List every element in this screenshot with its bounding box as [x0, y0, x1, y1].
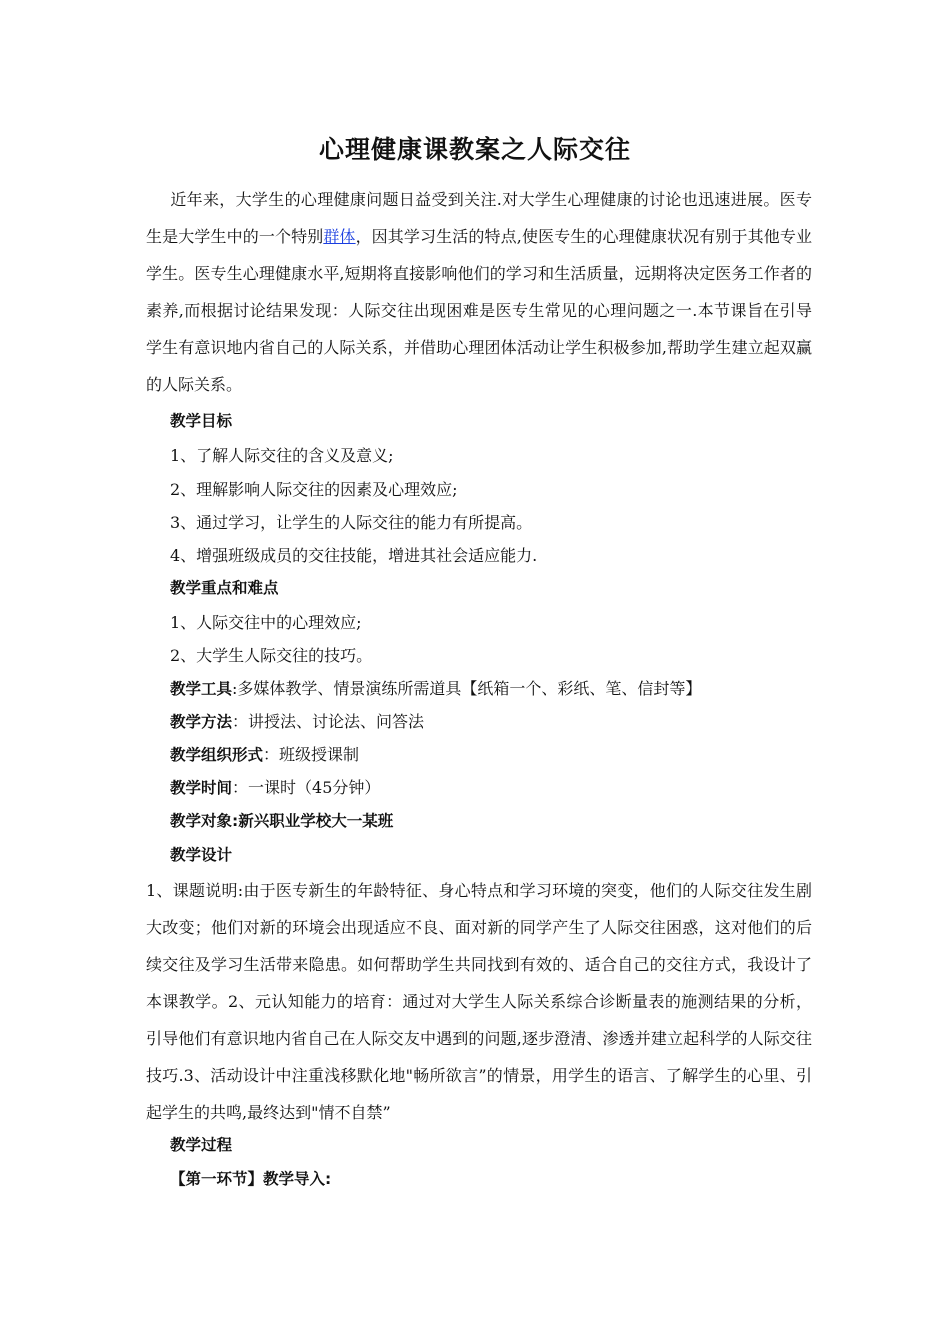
organization-value: ：班级授课制: [263, 745, 360, 764]
design-paragraph: 1、课题说明:由于医专新生的年龄特征、身心特点和学习环境的突变，他们的人际交往发生剧大改变；他们对新的环境会出现适应不良、面对新的同学产生了人际交往困惑，这对他们的后续交往及学习生活带来隐患。如何帮助学生共同找到有效的、适合自己的交往方式，我设计了本课教学。2、元认知能力的培育：通过对大学生人际关系综合诊断量表的施测结果的分析，引导他们有意识地内省自己在人际交友中遇到的问题,逐步澄清、渗透并建立起科学的人际交往技巧.3、活动设计中注重浅移默化地"畅所欲言”的情景，用学生的语言、了解学生的心里、引起学生的共鸣,最终达到"情不自禁”: [146, 881, 812, 1122]
key-point-item: 1、人际交往中的心理效应;: [170, 613, 362, 632]
goals-heading: 教学目标: [170, 412, 233, 430]
methods-label: 教学方法: [170, 713, 233, 731]
organization-row: [170, 742, 359, 765]
intro-text-after: ，因其学习生活的特点,使医专生的心理健康状况有别于其他专业学生。医专生心理健康水平,短期将直接影响他们的学习和生活质量，远期将决定医务工作者的素养,而根据讨论结果发现：人际交往出现困难是医专生常见的心理问题之一.本节课旨在引导学生有意识地内省自己的人际关系，并借助心理团体活动让学生积极参加,帮助学生建立起双赢的人际关系。: [146, 227, 812, 394]
intro-text-before: 近年来，大学生的心理健康问题日益受到关注.对大学生心理健康的讨论也迅速进展。医专生是大学生中的一个特别: [146, 190, 812, 246]
goal-item: 2、理解影响人际交往的因素及心理效应;: [170, 480, 458, 499]
methods-value: ：讲授法、讨论法、问答法: [232, 712, 425, 731]
target-row: 教学对象:新兴职业学校大一某班: [170, 812, 394, 830]
tools-label: 教学工具: [170, 680, 233, 698]
design-heading: 教学设计: [170, 846, 233, 864]
key-point-item: 2、大学生人际交往的技巧。: [170, 646, 373, 665]
goal-item: 1、了解人际交往的含义及意义;: [170, 446, 394, 465]
process-heading: 教学过程: [170, 1136, 233, 1154]
methods-row: [170, 709, 424, 732]
time-row: [170, 775, 380, 798]
goal-item: 3、通过学习，让学生的人际交往的能力有所提高。: [170, 513, 533, 532]
tools-value: :多媒体教学、情景演练所需道具【纸箱一个、彩纸、笔、信封等】: [232, 679, 702, 698]
intro-link[interactable]: 群体: [323, 227, 356, 246]
intro-paragraph: [146, 181, 812, 403]
goal-item: 4、增强班级成员的交往技能，增进其社会适应能力.: [170, 546, 538, 565]
key-points-heading: 教学重点和难点: [170, 579, 279, 597]
time-label: 教学时间: [170, 779, 233, 797]
page-title: 心理健康课教案之人际交往: [318, 135, 631, 164]
section1-heading: 【第一环节】教学导入:: [170, 1170, 332, 1188]
organization-label: 教学组织形式: [170, 746, 264, 764]
time-value: ：一课时（45分钟）: [232, 778, 381, 797]
tools-row: [170, 676, 701, 699]
